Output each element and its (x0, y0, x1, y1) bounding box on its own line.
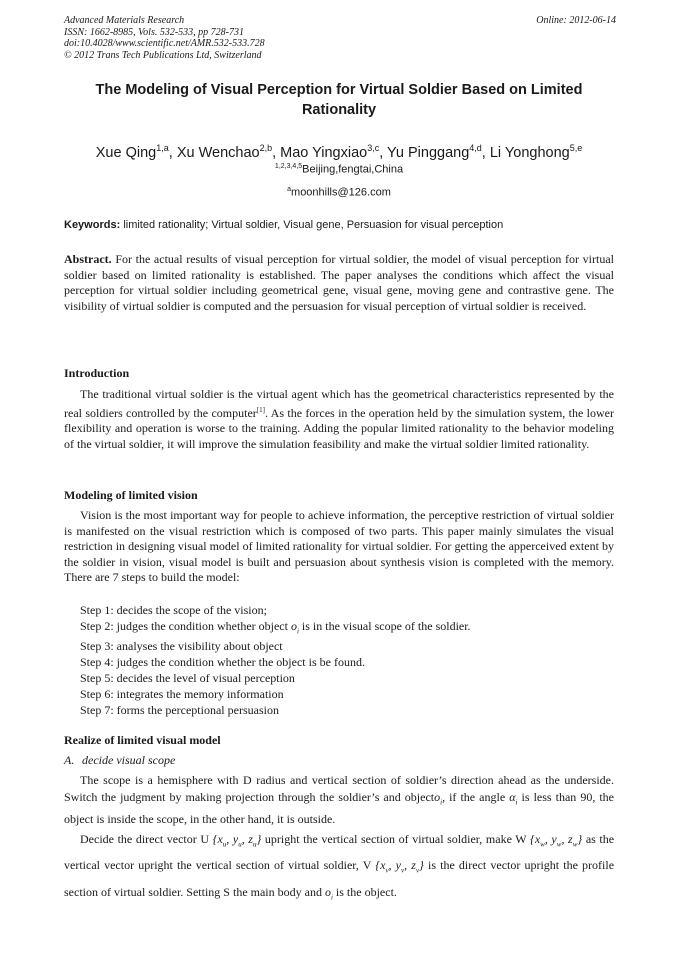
issn-line: ISSN: 1662-8985, Vols. 532-533, pp 728-731 (64, 26, 244, 38)
step-item: Step 1: decides the scope of the vision; (80, 603, 267, 617)
copyright-line: © 2012 Trans Tech Publications Ltd, Switzerland (64, 49, 262, 61)
step-item: Step 3: analyses the visibility about object (80, 639, 283, 653)
paper-title: The Modeling of Visual Perception for Virtual Soldier Based on Limited Rationality (95, 82, 583, 118)
author: Mao Yingxiao$^{3,c}$, (280, 143, 388, 161)
journal-name: Advanced Materials Research (64, 15, 185, 26)
math-vector-w: {$x_w$, $y_w$, $z_w$} (530, 832, 583, 849)
subsection-heading: A. decide visual scope (64, 753, 176, 767)
visual-scope-paragraph-2: Decide the direct vector U {$x_u$, $y_u$, $z_u$} upright the vertical section of virtual soldier, make W {$x_w$, $y_w$, $z_w$} as the vertical vector upright the vertical section of virtual soldier, V {$x_v$, $y_v$, $z_v$} is the direct vector upright the profile section of virtual soldier. Setting S the main body and $o_i$ is the object. (64, 832, 615, 902)
keywords-text: limited rationality; Virtual soldier, Visual gene, Persuasion for visual perception (123, 219, 504, 231)
math-o-i: $o_i$ (434, 790, 443, 807)
journal-header (64, 15, 616, 61)
math-vector-v: {$x_v$, $y_v$, $z_v$} (375, 858, 424, 875)
keywords: Keywords: limited rationality; Virtual soldier, Visual gene, Persuasion for visual perception (64, 219, 504, 231)
step-item: Step 5: decides the level of visual perception (80, 671, 295, 685)
math-alpha-i: $\alpha_i$ (509, 790, 518, 807)
section-heading-realize: Realize of limited visual model (64, 733, 221, 747)
author: Xu Wenchao$^{2,b}$, (176, 143, 281, 161)
section-heading-modeling: Modeling of limited vision (64, 488, 198, 502)
author: Li Yonghong$^{5,e}$ (489, 143, 583, 161)
introduction-paragraph: The traditional virtual soldier is the virtual agent which has the geometrical characteristics represented by the real soldiers controlled by the computer[1]. As the forces in the operation held by the simulation system, the lower flexibility and operation is worse to the training. Adding the popular limited rationality to the behavior modeling of the virtual soldier, it will improve the simulation feasibility and make the virtual soldier limited rationality. (64, 387, 614, 451)
online-date: Online: 2012-06-14 (536, 15, 616, 26)
affiliation: $^{1,2,3,4,5}$Beijing,fengtai,China (274, 163, 404, 176)
section-heading-introduction: Introduction (64, 366, 130, 380)
abstract-label: Abstract. (64, 252, 112, 266)
step-item: Step 2: judges the condition whether object $o_i$ is in the visual scope of the soldier. (80, 619, 471, 636)
math-o-i: $o_i$ (290, 619, 299, 636)
author: Xue Qing$^{1,a}$, (95, 143, 177, 161)
math-vector-u: {$x_u$, $y_u$, $z_u$} (212, 832, 262, 849)
step-item: Step 4: judges the condition whether the object is be found. (80, 655, 365, 669)
abstract-text: For the actual results of visual perception for virtual soldier, the model of visual perception for virtual soldier based on limited rationality is established. The paper analyses the conditions which affect the visual perception for virtual soldier including geometrical gene, visual gene, moving gene and contrastive gene. The visibility of virtual soldier is computed and the persuasion for visual perception of virtual soldier is received. (64, 252, 615, 313)
doi-line: doi:10.4028/www.scientific.net/AMR.532-533.728 (64, 38, 265, 49)
keywords-label: Keywords (64, 219, 117, 231)
math-o-i: $o_i$ (324, 884, 333, 902)
author: Yu Pinggang$^{4,d}$, (387, 143, 490, 161)
visual-scope-paragraph-1: The scope is a hemisphere with D radius and vertical section of soldier’s direction ahead as the underside. Switch the judgment by making projection through the soldier’s and objecto$_i$, if the angle $\alpha_i$ is less than 90, the object is inside the scope, in the other hand, it is outside. (64, 773, 615, 827)
author-email: $^a$moonhills@126.com (287, 186, 391, 199)
modeling-paragraph: Vision is the most important way for people to achieve information, the perceptive restriction of virtual soldier is manifested on the visual restriction which is composed of two parts. This paper mainly simulates the visual restriction in designing visual model of limited rationality for virtual soldier. For getting the apperceived extent by the soldier in vision, visual model is built and persuasion about synthesis vision is completed with the memory. There are 7 steps to build the model: (64, 508, 614, 585)
step-item: Step 7: forms the perceptional persuasion (80, 703, 279, 717)
citation: [1] (256, 405, 265, 414)
step-item: Step 6: integrates the memory information (80, 687, 284, 701)
abstract (64, 252, 614, 314)
